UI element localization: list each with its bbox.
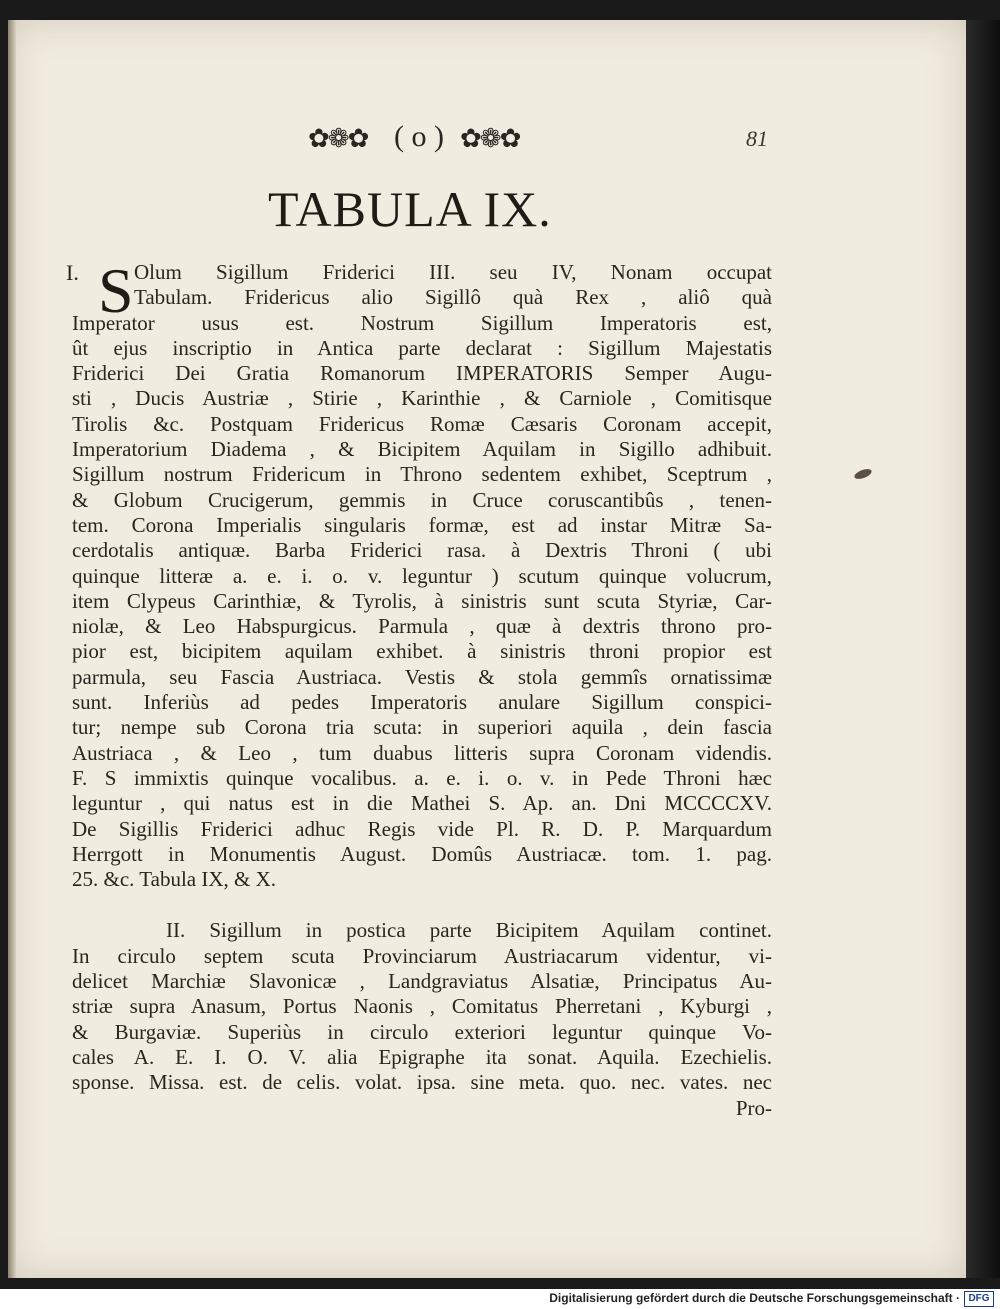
book-page [8,20,966,1278]
text-line: Tirolis &c. Postquam Fridericus Romæ Cæsaris Coronam accepit, [72,411,772,436]
text-line: sunt. Inferiùs ad pedes Imperatoris anulare Sigillum conspici- [72,690,772,715]
text-line: delicet Marchiæ Slavonicæ , Landgraviatus Alsatiæ, Principatus Au- [72,969,772,994]
text-line: Imperator usus est. Nostrum Sigillum Imperatoris est, [72,310,772,335]
text-line: striæ supra Anasum, Portus Naonis , Comitatus Pherretani , Kyburgi , [72,994,772,1019]
page-edge-shadow [8,20,16,1278]
scan-background-edge [966,20,1000,1278]
drop-cap: S [98,255,134,326]
text-line: De Sigillis Friderici adhuc Regis vide Pl. R. D. P. Marquardum [72,816,772,841]
text-line: II. Sigillum in postica parte Bicipitem Aquilam continet. [166,918,772,943]
text-line: quinque litteræ a. e. i. o. v. leguntur ) scutum quinque volucrum, [72,563,772,588]
text-line: Tabulam. Fridericus alio Sigillô quà Rex , aliô quà [134,285,772,310]
text-line: cerdotalis antiquæ. Barba Friderici rasa. à Dextris Throni ( ubi [72,538,772,563]
text-line: tur; nempe sub Corona tria scuta: in superiori aquila , dein fascia [72,715,772,740]
text-line: In circulo septem scuta Provinciarum Austriacarum videntur, vi- [72,943,772,968]
text-line: item Clypeus Carinthiæ, & Tyrolis, à sinistris sunt scuta Styriæ, Car- [72,588,772,613]
text-line: niolæ, & Leo Habspurgicus. Parmula , quæ à dextris throno pro- [72,614,772,639]
text-line: sti , Ducis Austriæ , Stirie , Karinthie , & Carniole , Comitisque [72,386,772,411]
ink-smudge [853,467,873,481]
text-line: pior est, bicipitem aquilam exhibet. à sinistris throni propior est [72,639,772,664]
text-line: Olum Sigillum Friderici III. seu IV, Nonam occupat [134,260,772,284]
footer-bar [0,1289,1000,1309]
text-line: 25. &c. Tabula IX, & X. [72,867,277,892]
ornament-left-icon: ✿❁✿ [308,124,368,153]
footer-credit: Digitalisierung gefördert durch die Deutsche Forschungsgemeinschaft · [549,1291,960,1305]
text-line: cales A. E. I. O. V. alia Epigraphe ita sonat. Aquila. Ezechielis. [72,1044,772,1069]
running-header [308,120,768,160]
text-line: & Burgaviæ. Superiùs in circulo exteriori leguntur quinque Vo- [72,1019,772,1044]
text-line: tem. Corona Imperialis singularis formæ, est ad instar Mitræ Sa- [72,512,772,537]
ornament-right-icon: ✿❁✿ [460,124,520,153]
paragraph-2 [72,918,772,1120]
text-line: Friderici Dei Gratia Romanorum IMPERATORIS Semper Augu- [72,361,772,386]
paragraph-numeral: I. [66,260,79,285]
text-line: parmula, seu Fascia Austriaca. Vestis & stola gemmîs ornatissimæ [72,664,772,689]
page-title: TABULA IX. [268,181,552,237]
paragraph-1 [66,255,772,892]
text-line: Sigillum nostrum Fridericum in Throno sedentem exhibet, Sceptrum , [72,462,772,487]
text-line: sponse. Missa. est. de celis. volat. ipsa. sine meta. quo. nec. vates. nec [72,1070,772,1095]
text-line: ût ejus inscriptio in Antica parte declarat : Sigillum Majestatis [72,335,772,360]
text-line: leguntur , qui natus est in die Mathei S. Ap. an. Dni MCCCCXV. [72,791,772,816]
dfg-logo-icon[interactable]: DFG [964,1291,994,1307]
text-line: & Globum Crucigerum, gemmis in Cruce coruscantibûs , tenen- [72,487,772,512]
catchword: Pro- [735,1095,772,1120]
text-line: Imperatorium Diadema , & Bicipitem Aquilam in Sigillo adhibuit. [72,437,772,462]
signature-mark: ( o ) [394,120,444,153]
body-text [66,255,772,1121]
text-line: Herrgott in Monumentis August. Domûs Austriacæ. tom. 1. pag. [72,841,772,866]
page-number: 81 [746,126,768,151]
text-line: F. S immixtis quinque vocalibus. a. e. i. o. v. in Pede Throni hæc [72,765,772,790]
text-line: Austriaca , & Leo , tum duabus litteris supra Coronam videndis. [72,740,772,765]
